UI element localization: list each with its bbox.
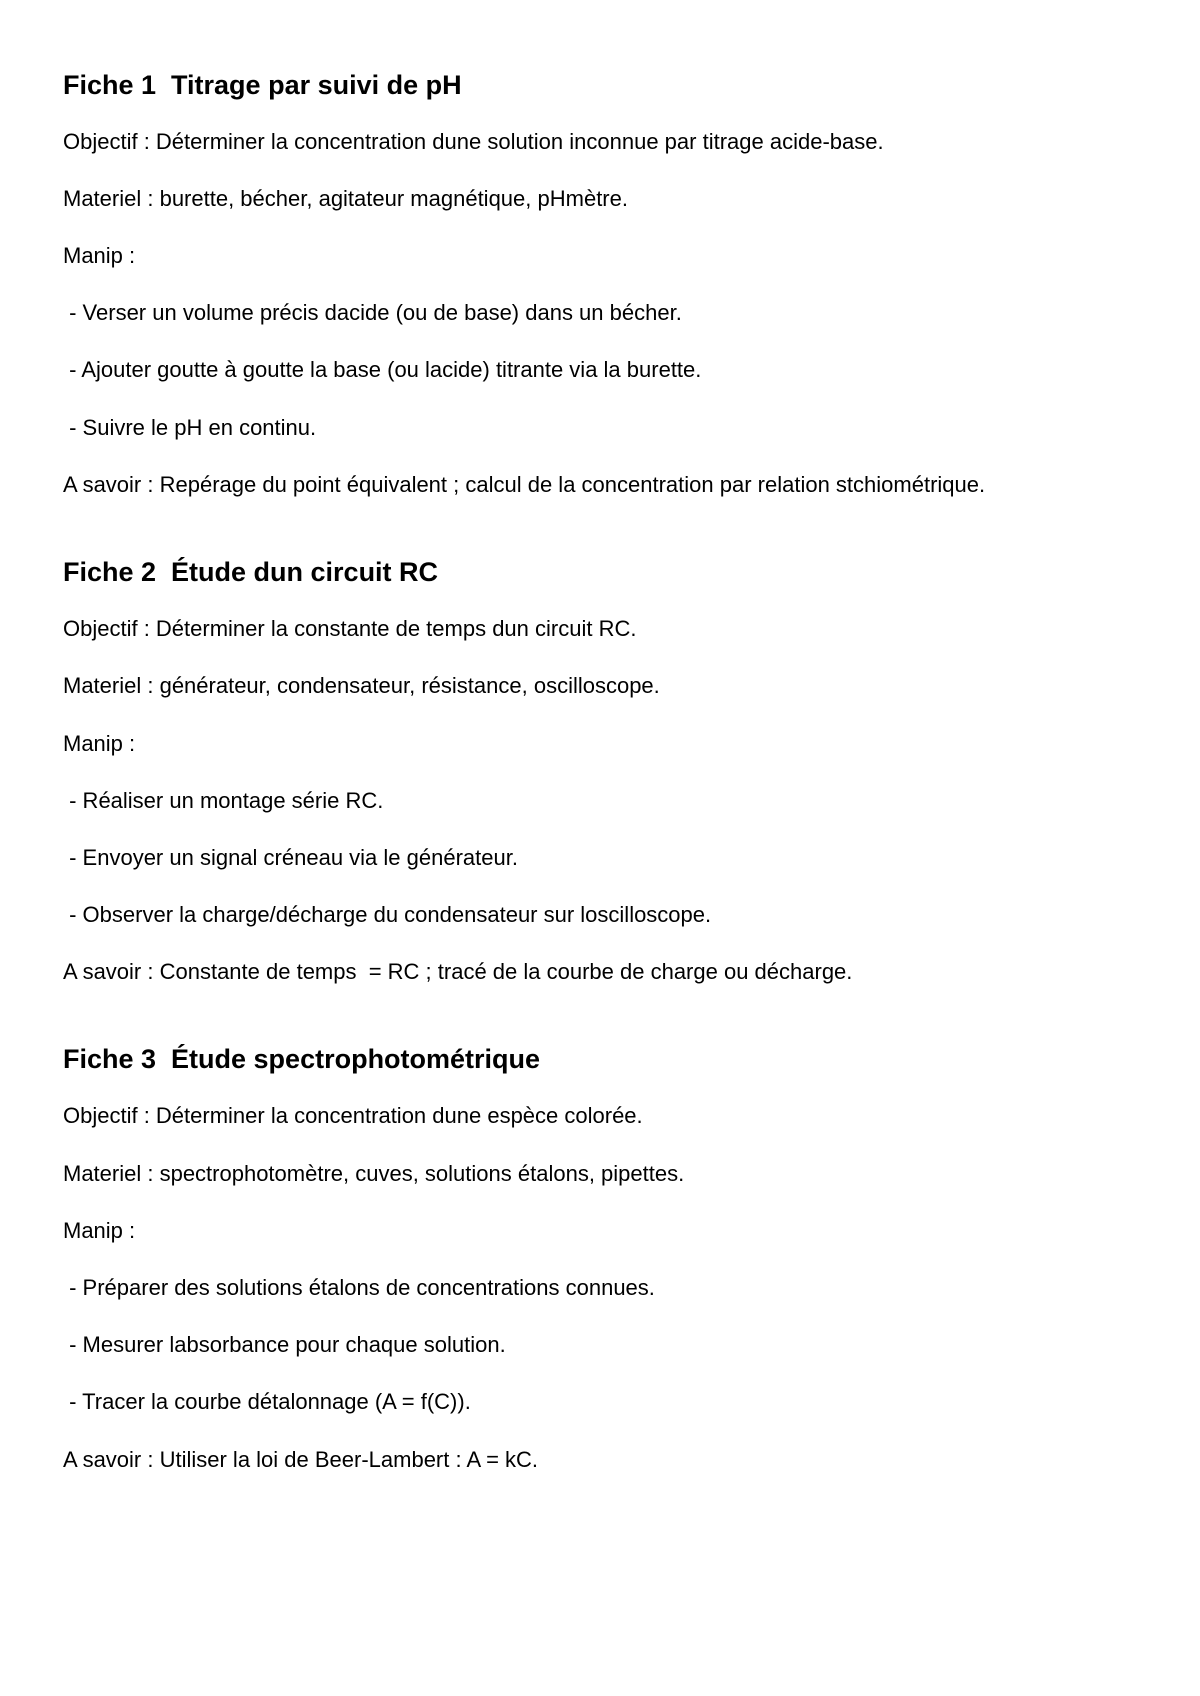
fiche-3-materiel: Materiel : spectrophotomètre, cuves, solutions étalons, pipettes. — [63, 1161, 685, 1186]
fiche-2-step-1: - Réaliser un montage série RC. — [63, 788, 384, 813]
fiche-3-manip-label: Manip : — [63, 1218, 136, 1243]
fiche-3-title: Fiche 3 Étude spectrophotométrique — [63, 1044, 541, 1074]
fiche-2-objectif: Objectif : Déterminer la constante de temps dun circuit RC. — [63, 616, 637, 641]
fiche-1-step-3: - Suivre le pH en continu. — [63, 415, 317, 440]
fiche-3-step-1: - Préparer des solutions étalons de concentrations connues. — [63, 1275, 655, 1300]
fiche-2-step-2: - Envoyer un signal créneau via le générateur. — [63, 845, 518, 870]
fiche-2-materiel: Materiel : générateur, condensateur, résistance, oscilloscope. — [63, 673, 660, 698]
fiche-2-manip-label: Manip : — [63, 731, 136, 756]
fiche-1-step-2: - Ajouter goutte à goutte la base (ou lacide) titrante via la burette. — [63, 357, 702, 382]
fiche-2-title: Fiche 2 Étude dun circuit RC — [63, 557, 439, 587]
fiche-3-step-3: - Tracer la courbe détalonnage (A = f(C)). — [63, 1389, 471, 1414]
fiche-1-title: Fiche 1 Titrage par suivi de pH — [63, 70, 462, 100]
fiche-1-materiel: Materiel : burette, bécher, agitateur magnétique, pHmètre. — [63, 186, 628, 211]
fiche-1-a-savoir: A savoir : Repérage du point équivalent ; calcul de la concentration par relation stchiométrique. — [63, 472, 986, 497]
fiche-1-manip-label: Manip : — [63, 243, 136, 268]
fiche-3-step-2: - Mesurer labsorbance pour chaque solution. — [63, 1332, 506, 1357]
fiche-1-step-1: - Verser un volume précis dacide (ou de base) dans un bécher. — [63, 300, 682, 325]
fiche-2-step-3: - Observer la charge/décharge du condensateur sur loscilloscope. — [63, 902, 712, 927]
fiche-1-objectif: Objectif : Déterminer la concentration dune solution inconnue par titrage acide-base. — [63, 129, 884, 154]
fiche-3-objectif: Objectif : Déterminer la concentration dune espèce colorée. — [63, 1103, 643, 1128]
fiche-3-a-savoir: A savoir : Utiliser la loi de Beer-Lambert : A = kC. — [63, 1447, 539, 1472]
fiche-2-a-savoir: A savoir : Constante de temps = RC ; tracé de la courbe de charge ou décharge. — [63, 959, 853, 984]
